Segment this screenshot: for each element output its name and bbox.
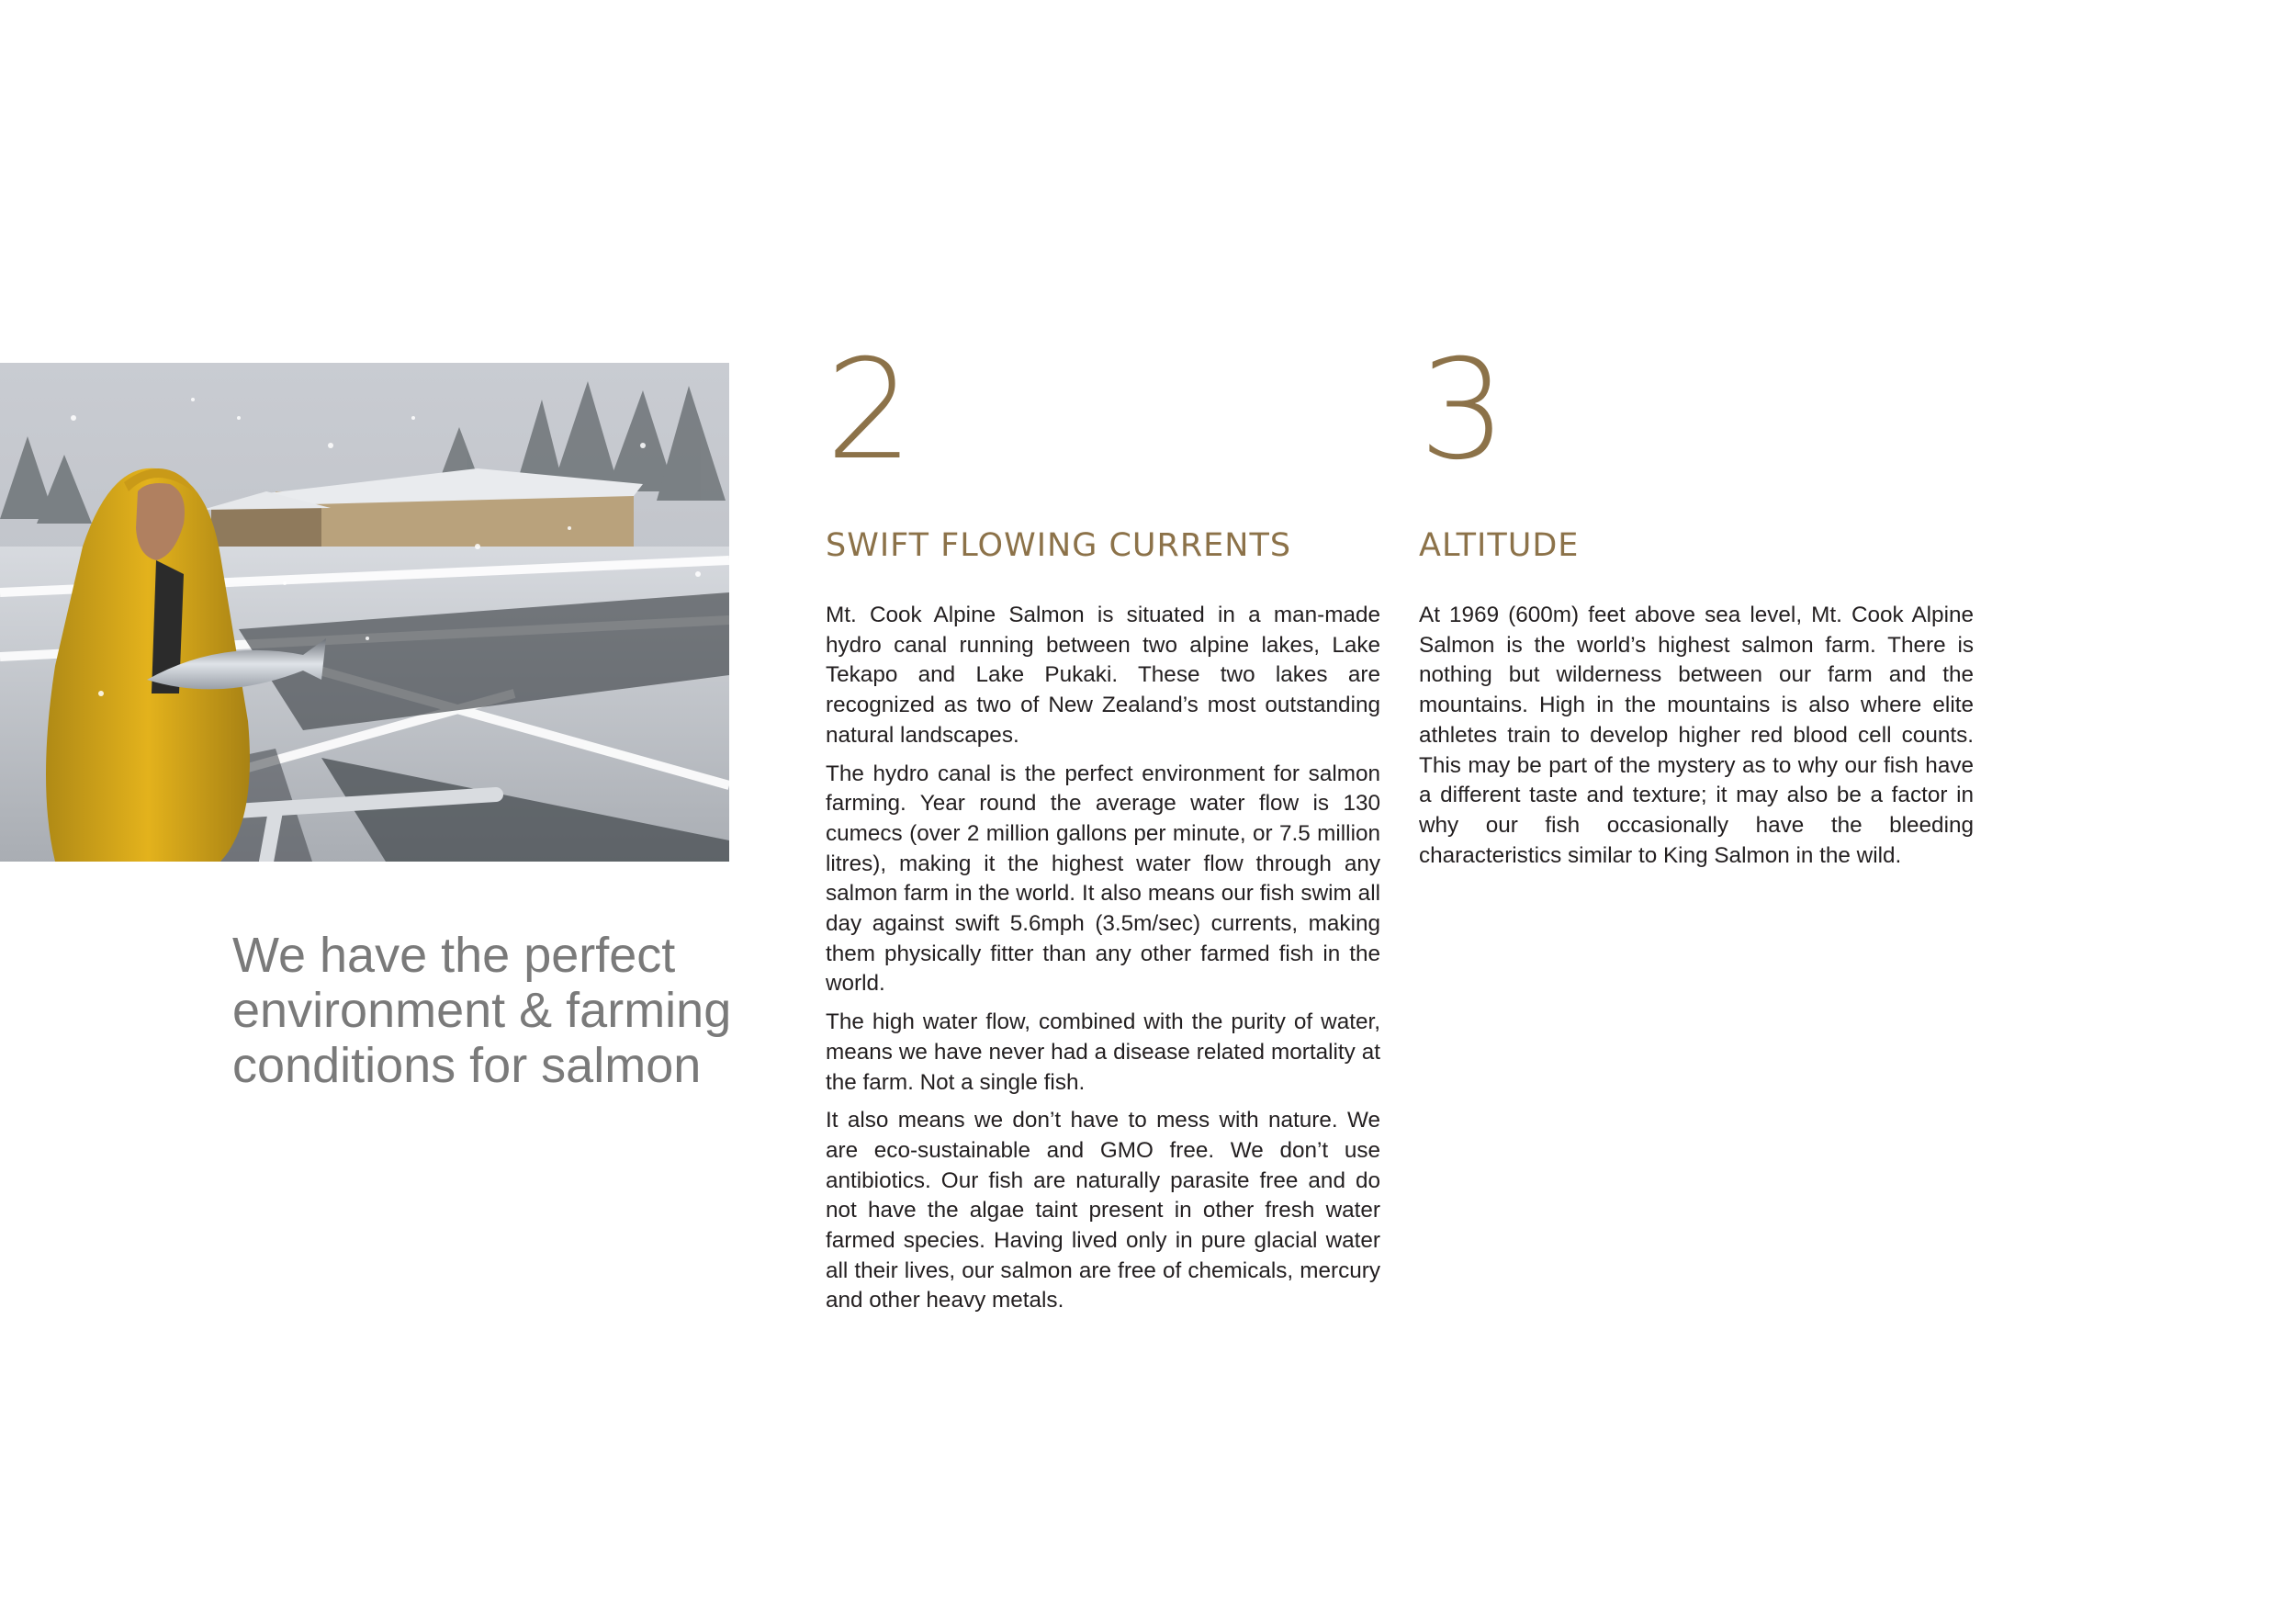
paragraph: The hydro canal is the perfect environment for salmon farming. Year round the average water flow is 130 cumecs (over 2 million gallons per minute, or 7.5 million litres), making it the highest water flow through any salmon farm in the world. It also means our fish swim all day against swift 5.6mph (3.5m/sec) currents, making them physically fitter than any other farmed fish in the world.	[826, 761, 1380, 997]
photo-illustration	[0, 363, 729, 862]
tagline-line: environment & farming	[232, 983, 732, 1038]
section-number-glyph	[826, 345, 936, 474]
section-altitude	[1419, 345, 1974, 879]
section-body	[1419, 601, 1974, 871]
section-number	[1419, 345, 1974, 474]
section-number-text: 2	[826, 345, 912, 474]
salmon-farm-photo	[0, 363, 729, 862]
section-number-glyph	[1419, 345, 1529, 474]
paragraph: Mt. Cook Alpine Salmon is situated in a man-made hydro canal running between two alpine lakes, Lake Tekapo and Lake Pukaki. These two lakes are recognized as two of New Zealand’s most outstanding natural landscapes.	[826, 603, 1380, 748]
section-number	[826, 345, 1380, 474]
section-heading: SWIFT FLOWING CURRENTS	[826, 527, 1292, 564]
section-swift-flowing-currents	[826, 345, 1380, 1325]
tagline	[232, 928, 747, 1093]
section-number-text: 3	[1419, 345, 1505, 474]
paragraph: The high water flow, combined with the purity of water, means we have never had a disease related mortality at the farm. Not a single fish.	[826, 1009, 1380, 1095]
section-body	[826, 601, 1380, 1316]
section-heading: ALTITUDE	[1419, 527, 1580, 564]
tagline-line: conditions for salmon	[232, 1038, 702, 1093]
tagline-line: We have the perfect	[232, 928, 676, 983]
paragraph: It also means we don’t have to mess with nature. We are eco-sustainable and GMO free. We don’t use antibiotics. Our fish are naturally parasite free and do not have the algae taint present in other fresh water farmed species. Having lived only in pure glacial water all their lives, our salmon are free of chemicals, mercury and other heavy metals.	[826, 1108, 1380, 1313]
paragraph: At 1969 (600m) feet above sea level, Mt. Cook Alpine Salmon is the world’s highest salmon farm. There is nothing but wilderness between our farm and the mountains. High in the mountains is also where elite athletes train to develop higher red blood cell counts. This may be part of the mystery as to why our fish have a different taste and texture; it may also be a factor in why our fish occasionally have the bleeding characteristics similar to King Salmon in the wild.	[1419, 603, 1974, 868]
